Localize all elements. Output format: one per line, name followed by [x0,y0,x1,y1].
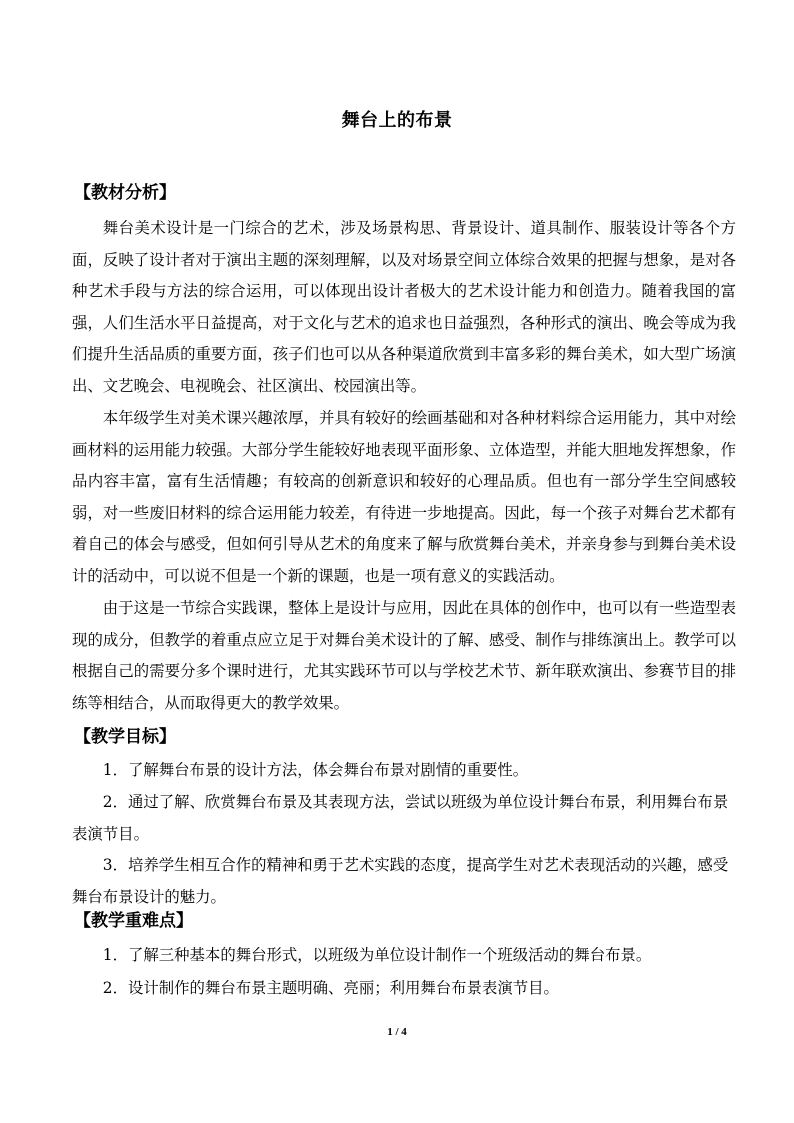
section-heading-goals: 【教学目标】 [74,727,176,747]
goal-item-3: 3．培养学生相互合作的精神和勇于艺术实践的态度，提高学生对艺术表现活动的兴趣，感受舞台布景设计的魅力。 [72,856,729,906]
keypoint-item-1: 1．了解三种基本的舞台形式，以班级为单位设计制作一个班级活动的舞台布景。 [102,946,652,964]
analysis-paragraph-2: 本年级学生对美术课兴趣浓厚，并具有较好的绘画基础和对各种材料综合运用能力，其中对绘画材料的运用能力较强。大部分学生能较好地表现平面形象、立体造型，并能大胆地发挥想象，作品内容丰富，富有生活情趣；有较高的创新意识和较好的心理品质。但也有一部分学生空间感较弱，对一些废旧材料的综合运用能力较差，有待进一步地提高。因此，每一个孩子对舞台艺术都有着自己的体会与感受，但如何引导从艺术的角度来了解与欣赏舞台美术，并亲身参与到舞台美术设计的活动中，可以说不但是一个新的课题，也是一项有意义的实践活动。 [72,409,736,585]
section-heading-analysis: 【教材分析】 [74,183,176,203]
section-heading-keypoints: 【教学重难点】 [74,911,193,931]
page-number: 1 / 4 [387,1026,407,1038]
analysis-paragraph-1: 舞台美术设计是一门综合的艺术，涉及场景构思、背景设计、道具制作、服装设计等各个方面，反映了设计者对于演出主题的深刻理解，以及对场景空间立体综合效果的把握与想象，是对各种艺术手段与方法的综合运用，可以体现出设计者极大的艺术设计能力和创造力。随着我国的富强，人们生活水平日益提高，对于文化与艺术的追求也日益强烈，各种形式的演出、晚会等成为我们提升生活品质的重要方面，孩子们也可以从各种渠道欣赏到丰富多彩的舞台美术，如大型广场演出、文艺晚会、电视晚会、社区演出、校园演出等。 [72,219,736,395]
goal-item-2: 2．通过了解、欣赏舞台布景及其表现方法，尝试以班级为单位设计舞台布景，利用舞台布景表演节目。 [72,793,729,843]
keypoint-item-2: 2．设计制作的舞台布景主题明确、亮丽；利用舞台布景表演节目。 [102,979,559,997]
document-title: 舞台上的布景 [341,110,453,131]
goal-item-1: 1．了解舞台布景的设计方法，体会舞台布景对剧情的重要性。 [102,761,529,779]
analysis-paragraph-3: 由于这是一节综合实践课，整体上是设计与应用，因此在具体的创作中，也可以有一些造型表现的成分，但教学的着重点应立足于对舞台美术设计的了解、感受、制作与排练演出上。教学可以根据自己的需要分多个课时进行，尤其实践环节可以与学校艺术节、新年联欢演出、参赛节目的排练等相结合，从而取得更大的教学效果。 [72,599,736,712]
